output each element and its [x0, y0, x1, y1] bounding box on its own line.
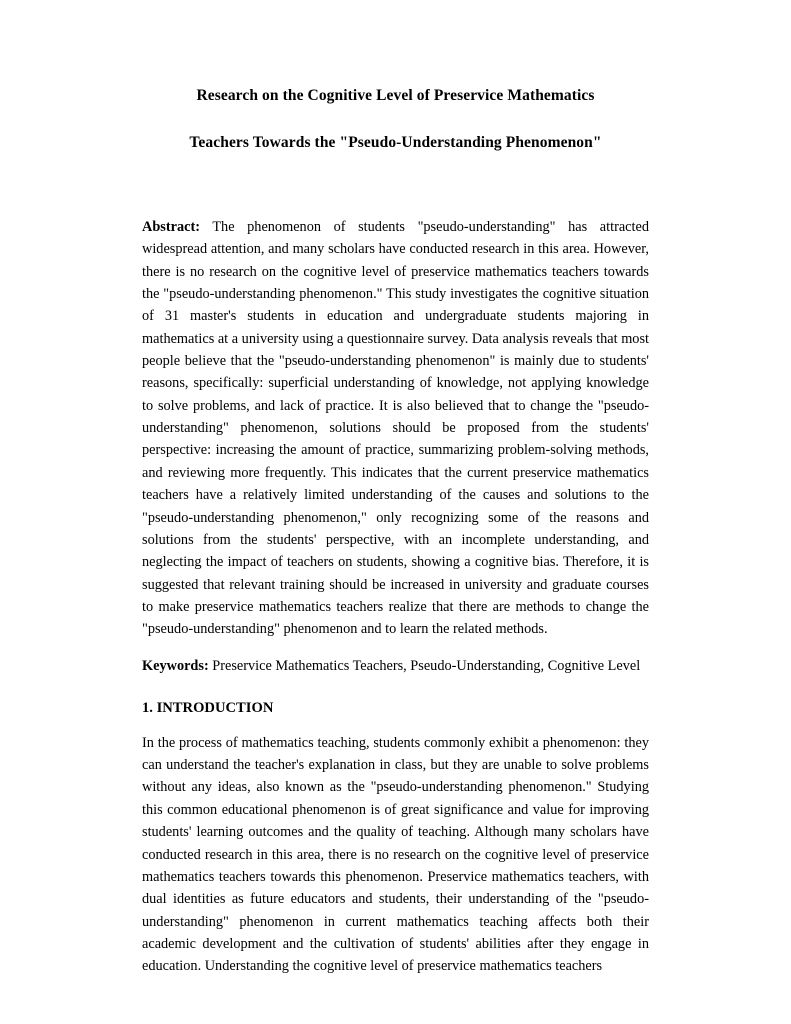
abstract-paragraph — [142, 216, 649, 641]
keywords-text: Preservice Mathematics Teachers, Pseudo-Understanding, Cognitive Level — [208, 657, 641, 674]
keywords-paragraph — [142, 655, 649, 677]
section-heading-introduction: 1. INTRODUCTION — [142, 700, 274, 717]
introduction-paragraph-1: In the process of mathematics teaching, students commonly exhibit a phenomenon: they can understand the teacher's explanation in class, but they are unable to solve problems without any ideas, also known as the "pseudo-understanding phenomenon." Studying this common educational phenomenon is of great significance and value for improving students' learning outcomes and the quality of teaching. Although many scholars have conducted research in this area, there is no research on the cognitive level of preservice mathematics teachers towards this phenomenon. Preservice mathematics teachers, with dual identities as future educators and students, their understanding of the "pseudo-understanding" phenomenon in current mathematics teaching affects both their academic development and the cultivation of students' abilities after they engage in education. Understanding the cognitive level of preservice mathematics teachers — [142, 734, 649, 975]
keywords-label: Keywords: — [142, 657, 209, 674]
page-title — [142, 86, 649, 154]
page-title-line-2: Teachers Towards the "Pseudo-Understanding Phenomenon" — [189, 133, 602, 151]
abstract-label: Abstract: — [142, 218, 200, 235]
abstract-text: The phenomenon of students "pseudo-understanding" has attracted widespread attention, and many scholars have conducted research in this area. However, there is no research on the cognitive level of preservice mathematics teachers towards the "pseudo-understanding phenomenon." This study investigates the cognitive situation of 31 master's students in education and undergraduate students majoring in mathematics at a university using a questionnaire survey. Data analysis reveals that most people believe that the "pseudo-understanding phenomenon" is mainly due to students' reasons, specifically: superficial understanding of knowledge, not applying knowledge to solve problems, and lack of practice. It is also believed that to change the "pseudo-understanding" phenomenon, solutions should be proposed from the students' perspective: increasing the amount of practice, summarizing problem-solving methods, and reviewing more frequently. This indicates that the current preservice mathematics teachers have a relatively limited understanding of the causes and solutions to the "pseudo-understanding phenomenon," only recognizing some of the reasons and solutions from the students' perspective, with an incomplete understanding, and neglecting the impact of teachers on students, showing a cognitive bias. Therefore, it is suggested that relevant training should be increased in university and graduate courses to make preservice mathematics teachers realize that there are methods to change the "pseudo-understanding" phenomenon and to learn the related methods. — [142, 218, 649, 638]
page-title-line-1: Research on the Cognitive Level of Preservice Mathematics — [196, 87, 595, 104]
